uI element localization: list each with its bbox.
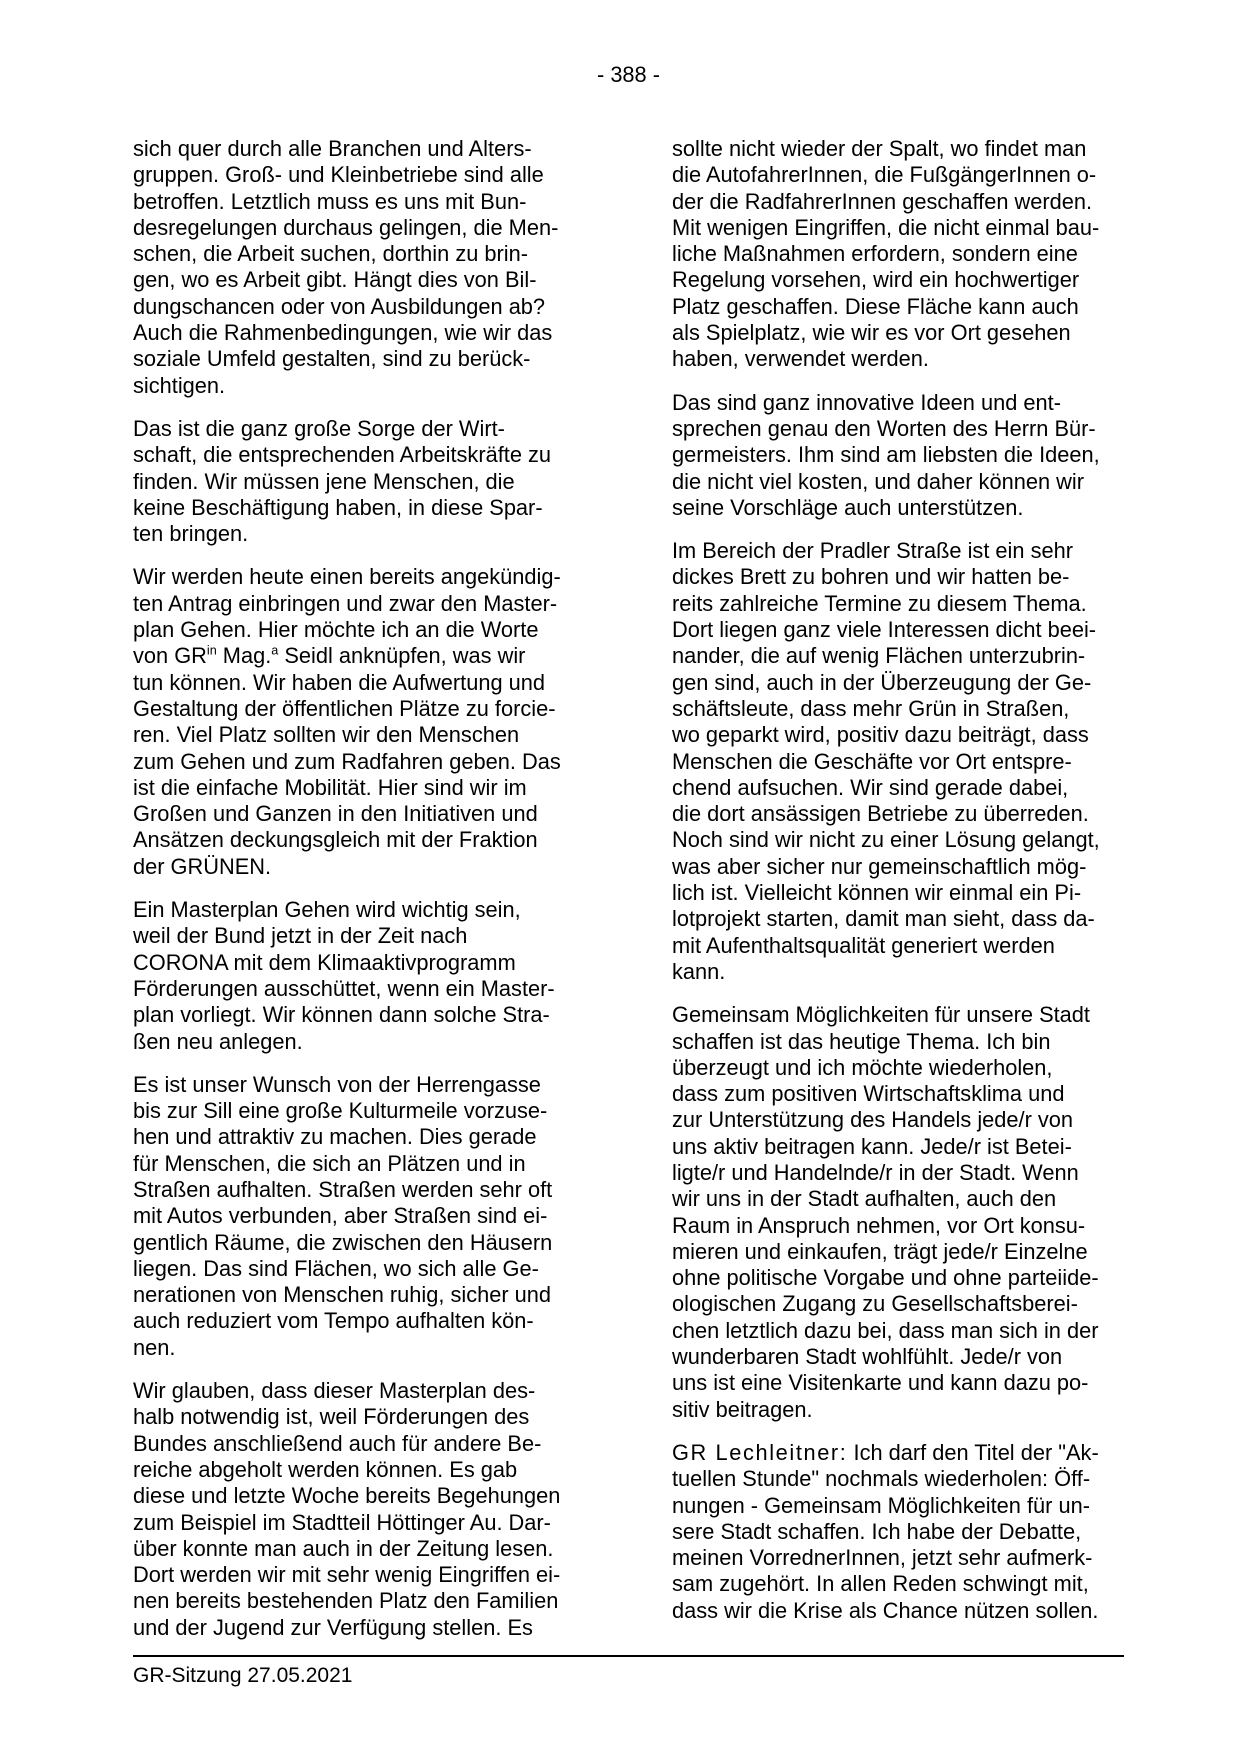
text-line: uns aktiv beitragen kann. Jede/r ist Betei-: [672, 1133, 1072, 1159]
paragraph: [672, 1002, 1142, 1423]
text-line: gruppen. Groß- und Kleinbetriebe sind alle: [133, 162, 544, 188]
text-line: Förderungen ausschüttet, wenn ein Master-: [133, 975, 555, 1001]
paragraph: [133, 416, 603, 547]
text-line: Mit wenigen Eingriffen, die nicht einmal bau-: [672, 214, 1100, 240]
text-line: Noch sind wir nicht zu einer Lösung gelangt,: [672, 827, 1100, 853]
text-line: CORONA mit dem Klimaaktivprogramm: [133, 949, 516, 975]
text-line: ten Antrag einbringen und zwar den Master-: [133, 590, 558, 616]
text-line: finden. Wir müssen jene Menschen, die: [133, 468, 515, 494]
text-line: Im Bereich der Pradler Straße ist ein sehr: [672, 538, 1073, 564]
text-line: uns ist eine Visitenkarte und kann dazu po-: [672, 1370, 1089, 1396]
text-line: chen letztlich dazu bei, dass man sich in der: [672, 1317, 1099, 1343]
text-line: reits zahlreiche Termine zu diesem Thema.: [672, 590, 1087, 616]
text-line: die nicht viel kosten, und daher können wir: [672, 468, 1084, 494]
text-line: schaffen ist das heutige Thema. Ich bin: [672, 1028, 1051, 1054]
text-line: ohne politische Vorgabe und ohne parteiide-: [672, 1265, 1099, 1291]
text-line: weil der Bund jetzt in der Zeit nach: [133, 923, 468, 949]
text-line: Wir glauben, dass dieser Masterplan des-: [133, 1378, 536, 1404]
paragraph: [133, 1072, 603, 1361]
text-line: germeisters. Ihm sind am liebsten die Ideen,: [672, 442, 1100, 468]
paragraph: [133, 897, 603, 1055]
text-line: sichtigen.: [133, 372, 226, 398]
text-line: zum Beispiel im Stadtteil Höttinger Au. Dar-: [133, 1509, 551, 1535]
text-line: Bundes anschließend auch für andere Be-: [133, 1430, 542, 1456]
text-line: zum Gehen und zum Radfahren geben. Das: [133, 748, 561, 774]
text-line: lich ist. Vielleicht können wir einmal ein Pi-: [672, 880, 1082, 906]
text-line: Straßen aufhalten. Straßen werden sehr oft: [133, 1176, 553, 1202]
text-line: schaft, die entsprechenden Arbeitskräfte zu: [133, 442, 552, 468]
text-line: Auch die Rahmenbedingungen, wie wir das: [133, 320, 553, 346]
paragraph: [672, 390, 1142, 521]
text-line: dickes Brett zu bohren und wir hatten be-: [672, 564, 1070, 590]
text-line: schen, die Arbeit suchen, dorthin zu brin-: [133, 241, 528, 267]
text-line: tuellen Stunde" nochmals wiederholen: Öff-: [672, 1466, 1091, 1492]
text-line: chend aufsuchen. Wir sind gerade dabei,: [672, 774, 1069, 800]
text-line: wo geparkt wird, positiv dazu beiträgt, dass: [672, 722, 1089, 748]
text-line: dass zum positiven Wirtschaftsklima und: [672, 1081, 1065, 1107]
footer-divider: [133, 1655, 1124, 1657]
text-line: betroffen. Letztlich muss es uns mit Bun-: [133, 188, 527, 214]
text-line: nerationen von Menschen ruhig, sicher und: [133, 1282, 552, 1308]
text-line: Menschen die Geschäfte vor Ort entspre-: [672, 748, 1072, 774]
text-line: die AutofahrerInnen, die FußgängerInnen o-: [672, 162, 1097, 188]
text-line: tun können. Wir haben die Aufwertung und: [133, 669, 546, 695]
page-number: - 388 -: [597, 62, 660, 87]
text-line: ten bringen.: [133, 521, 249, 547]
text-line: seine Vorschläge auch unterstützen.: [672, 494, 1024, 520]
text-line: dass wir die Krise als Chance nützen sollen.: [672, 1597, 1099, 1623]
text-line: gen sind, auch in der Überzeugung der Ge-: [672, 669, 1092, 695]
text-line: gen, wo es Arbeit gibt. Hängt dies von Bil-: [133, 267, 537, 293]
text-line: überzeugt und ich möchte wiederholen,: [672, 1054, 1053, 1080]
text-line: liche Maßnahmen erfordern, sondern eine: [672, 241, 1078, 267]
text-line: hen und attraktiv zu machen. Dies gerade: [133, 1124, 537, 1150]
text-line: sollte nicht wieder der Spalt, wo findet man: [672, 136, 1087, 161]
text-line: Regelung vorsehen, wird ein hochwertiger: [672, 267, 1080, 293]
paragraph: [133, 564, 603, 880]
paragraph: [672, 538, 1142, 985]
paragraph: [133, 1378, 603, 1641]
text-line: Das ist die ganz große Sorge der Wirt-: [133, 415, 505, 441]
text-line: mieren und einkaufen, trägt jede/r Einzelne: [672, 1238, 1088, 1264]
text-line: lotprojekt starten, damit man sieht, dass da-: [672, 906, 1095, 932]
text-line: diese und letzte Woche bereits Begehungen: [133, 1483, 561, 1509]
paragraph: [672, 1440, 1142, 1624]
text-line: mit Aufenthaltsqualität generiert werden: [672, 932, 1055, 958]
left-text-column: [133, 136, 603, 1658]
text-line: bis zur Sill eine große Kulturmeile vorzuse-: [133, 1098, 548, 1124]
text-line: liegen. Das sind Flächen, wo sich alle Ge-: [133, 1255, 539, 1281]
text-line: auch reduziert vom Tempo aufhalten kön-: [133, 1308, 534, 1334]
text-line: sam zugehört. In allen Reden schwingt mit,: [672, 1571, 1089, 1597]
text-line: wunderbaren Stadt wohlfühlt. Jede/r von: [672, 1344, 1063, 1370]
text-line: meinen VorrednerInnen, jetzt sehr aufmerk-: [672, 1545, 1093, 1571]
text-line: Es ist unser Wunsch von der Herrengasse: [133, 1071, 541, 1097]
text-line: Ein Masterplan Gehen wird wichtig sein,: [133, 897, 521, 923]
text-line: über konnte man auch in der Zeitung lesen.: [133, 1535, 554, 1561]
text-line: für Menschen, die sich an Plätzen und in: [133, 1150, 526, 1176]
text-line: Gestaltung der öffentlichen Plätze zu forcie-: [133, 695, 556, 721]
text-line: ßen neu anlegen.: [133, 1028, 303, 1054]
text-line: haben, verwendet werden.: [672, 346, 929, 372]
text-line: dungschancen oder von Ausbildungen ab?: [133, 293, 546, 319]
text-line: nander, die auf wenig Flächen unterzubrin-: [672, 643, 1086, 669]
text-line: Gemeinsam Möglichkeiten für unsere Stadt: [672, 1002, 1090, 1028]
text-line: desregelungen durchaus gelingen, die Men-: [133, 214, 559, 240]
text-line: von $GR^{in}$ Mag.$^a$ Seidl anknüpfen, was wir: [133, 643, 526, 669]
text-line: Raum in Anspruch nehmen, vor Ort konsu-: [672, 1212, 1086, 1238]
text-line: Wir werden heute einen bereits angekündig-: [133, 564, 561, 590]
text-line: gentlich Räume, die zwischen den Häusern: [133, 1229, 553, 1255]
text-line: plan vorliegt. Wir können dann solche Stra-: [133, 1002, 550, 1028]
text-line: der die RadfahrerInnen geschaffen werden.: [672, 188, 1093, 214]
text-line: ren. Viel Platz sollten wir den Menschen: [133, 722, 520, 748]
text-line: ligte/r und Handelnde/r in der Stadt. Wenn: [672, 1159, 1079, 1185]
paragraph: [672, 136, 1142, 373]
text-line: Platz geschaffen. Diese Fläche kann auch: [672, 293, 1079, 319]
text-line: als Spielplatz, wie wir es vor Ort gesehen: [672, 320, 1071, 346]
text-line: was aber sicher nur gemeinschaftlich mög-: [672, 853, 1087, 879]
text-line: sere Stadt schaffen. Ich habe der Debatte,: [672, 1518, 1082, 1544]
right-text-column: [672, 136, 1142, 1641]
text-line: ologischen Zugang zu Gesellschaftsberei-: [672, 1291, 1078, 1317]
text-line: mit Autos verbunden, aber Straßen sind ei-: [133, 1203, 548, 1229]
text-line: sich quer durch alle Branchen und Alters-: [133, 136, 532, 161]
footer-text: GR-Sitzung 27.05.2021: [133, 1664, 353, 1687]
text-line: nen bereits bestehenden Platz den Familien: [133, 1588, 559, 1614]
text-line: plan Gehen. Hier möchte ich an die Worte: [133, 617, 539, 643]
text-line: nungen - Gemeinsam Möglichkeiten für un-: [672, 1492, 1090, 1518]
text-line: Großen und Ganzen in den Initiativen und: [133, 801, 538, 827]
text-line: ist die einfache Mobilität. Hier sind wir im: [133, 774, 527, 800]
paragraph: [133, 136, 603, 399]
text-line: der GRÜNEN.: [133, 853, 272, 879]
text-line: und der Jugend zur Verfügung stellen. Es: [133, 1614, 533, 1640]
speaker-name: GR Lechleitner:: [672, 1439, 848, 1465]
text-line: Dort liegen ganz viele Interessen dicht beei-: [672, 617, 1097, 643]
text-line: GR Lechleitner: Ich darf den Titel der "Ak-: [672, 1439, 1099, 1465]
text-line: Das sind ganz innovative Ideen und ent-: [672, 389, 1061, 415]
text-line: kann.: [672, 958, 726, 984]
text-line: nen.: [133, 1334, 176, 1360]
text-line: sitiv beitragen.: [672, 1396, 813, 1422]
text-line: soziale Umfeld gestalten, sind zu berück-: [133, 346, 531, 372]
text-line: Ansätzen deckungsgleich mit der Fraktion: [133, 827, 538, 853]
text-line: reiche abgeholt werden können. Es gab: [133, 1456, 518, 1482]
text-line: halb notwendig ist, weil Förderungen des: [133, 1404, 530, 1430]
text-line: wir uns in der Stadt aufhalten, auch den: [672, 1186, 1057, 1212]
text-line: Dort werden wir mit sehr wenig Eingriffen ei-: [133, 1562, 561, 1588]
text-line: zur Unterstützung des Handels jede/r von: [672, 1107, 1074, 1133]
text-line: sprechen genau den Worten des Herrn Bür-: [672, 415, 1096, 441]
text-line: die dort ansässigen Betriebe zu überreden.: [672, 801, 1089, 827]
text-line: schäftsleute, dass mehr Grün in Straßen,: [672, 695, 1070, 721]
text-line: keine Beschäftigung haben, in diese Spar-: [133, 494, 543, 520]
